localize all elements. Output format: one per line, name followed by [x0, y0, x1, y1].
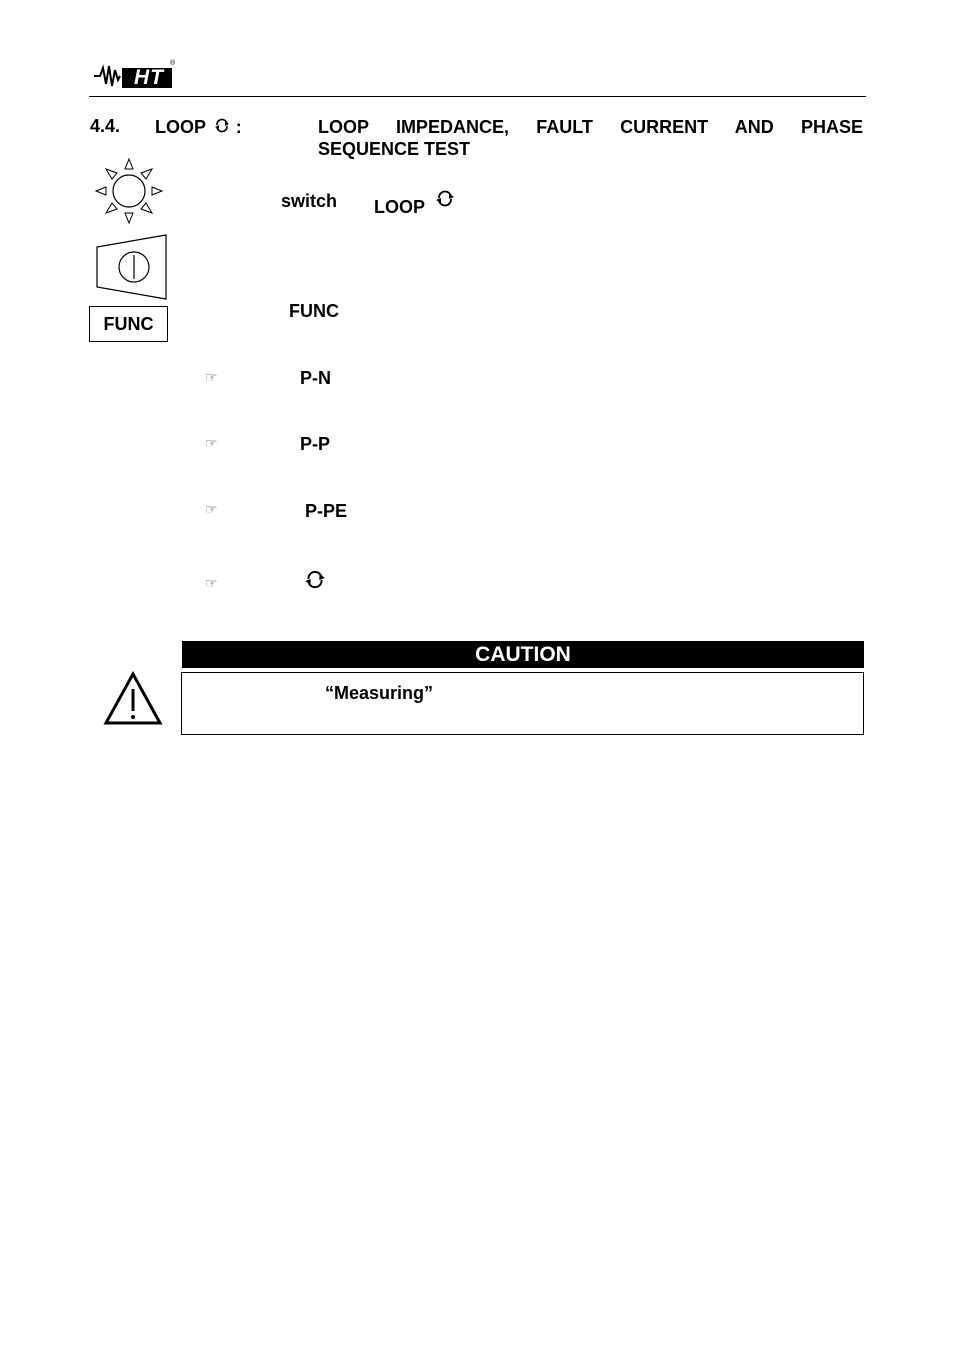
section-title-line1: LOOP IMPEDANCE, FAULT CURRENT AND PHASE: [318, 117, 863, 137]
rotation-icon: [303, 567, 327, 591]
switch-word: switch: [281, 191, 338, 211]
pointing-hand-icon: ☞: [205, 435, 218, 451]
pointing-hand-icon: ☞: [205, 369, 218, 385]
section-number: 4.4.: [90, 116, 121, 136]
logo-registered-mark: ®: [170, 60, 176, 67]
rotation-icon: [434, 187, 456, 209]
pointing-hand-icon: ☞: [205, 575, 218, 591]
caution-header: CAUTION: [182, 641, 864, 668]
ht-logo: [92, 62, 176, 90]
loop-position: [374, 187, 456, 217]
start-key-icon: [95, 233, 168, 301]
section-loop-label: [155, 116, 242, 138]
mode-p-n: P-N: [300, 368, 331, 388]
section-loop-text: LOOP: [155, 117, 206, 137]
pointing-hand-icon: ☞: [205, 501, 218, 517]
func-key: [89, 306, 168, 342]
rotary-switch-icon: [94, 157, 164, 225]
loop-position-text: LOOP: [374, 197, 425, 217]
logo-text: HT: [134, 66, 164, 89]
func-key-label: FUNC: [103, 313, 154, 334]
func-word: FUNC: [289, 301, 339, 321]
rotation-icon: [213, 116, 231, 134]
header-rule: [89, 96, 866, 97]
caution-content-box: [181, 672, 864, 735]
caution-text: “Measuring”: [325, 683, 434, 703]
mode-p-pe: P-PE: [305, 501, 348, 521]
section-colon: :: [235, 117, 242, 137]
section-title-line2: SEQUENCE TEST: [318, 139, 471, 159]
warning-triangle-icon: [103, 671, 163, 726]
mode-p-p: P-P: [300, 434, 331, 454]
